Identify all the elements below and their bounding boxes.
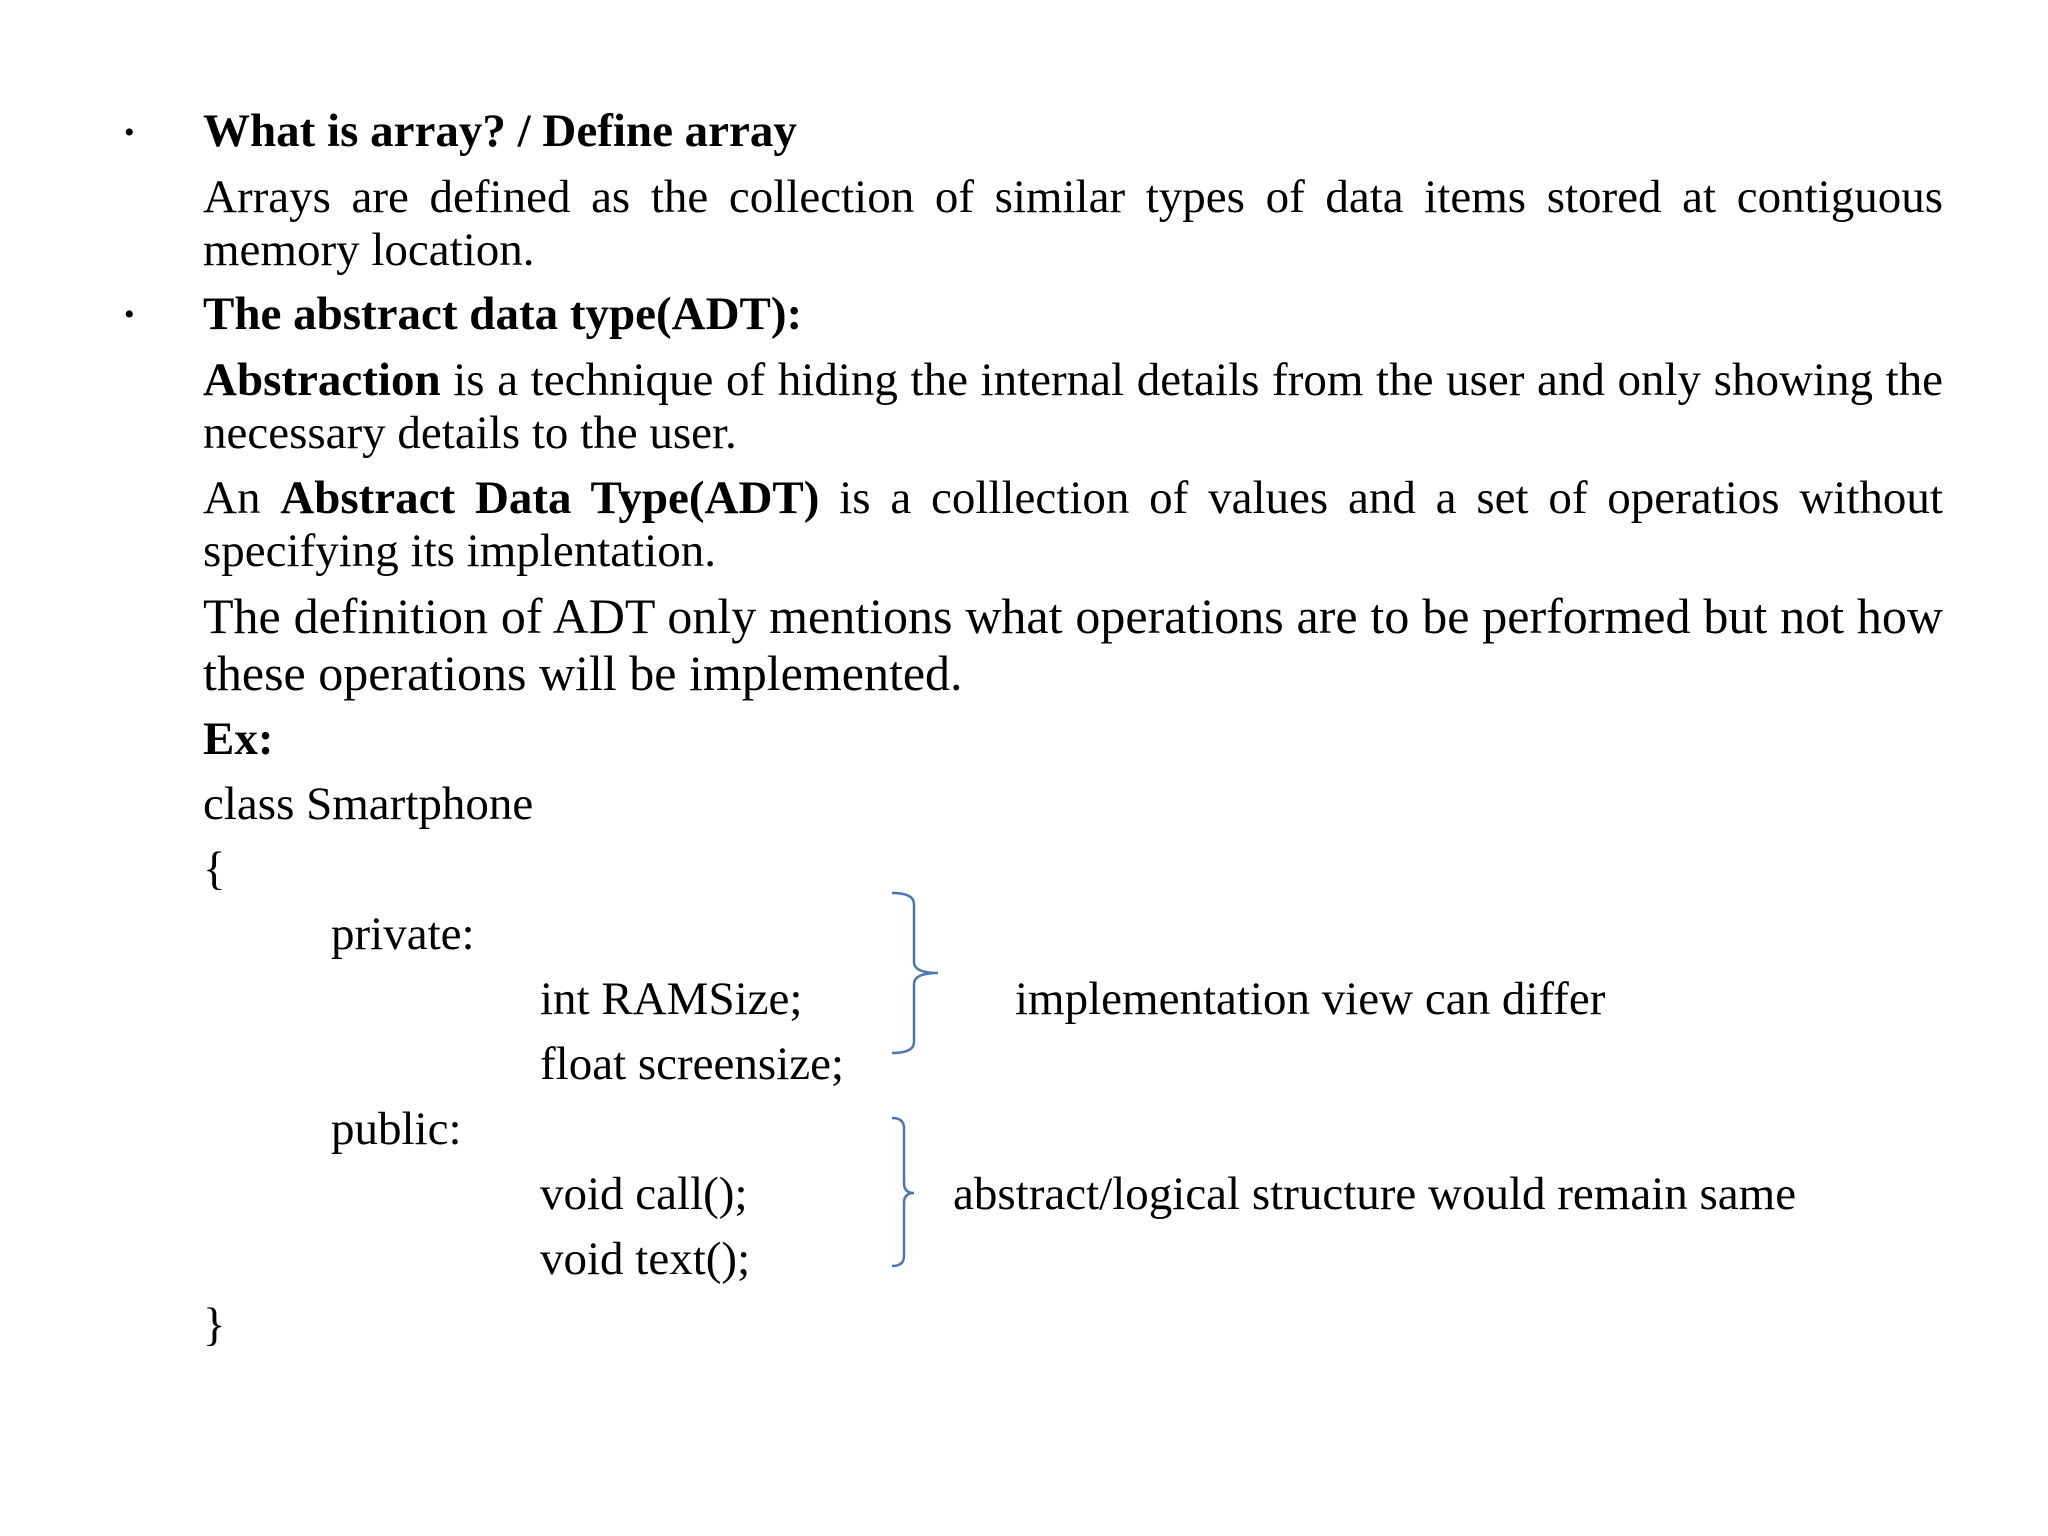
bullet-marker-2: • (124, 298, 135, 331)
paragraph-abstraction (203, 354, 1943, 460)
term-adt: Abstract Data Type(ADT) (280, 472, 820, 524)
annotation-logical-structure: abstract/logical structure would remain same (953, 1168, 1797, 1220)
annotation-implementation-view: implementation view can differ (1015, 973, 1606, 1025)
heading-define-array: What is array? / Define array (203, 105, 797, 157)
code-public-member: void text(); (540, 1233, 751, 1285)
bullet-marker-1: • (124, 116, 135, 149)
abstraction-definition: is a technique of hiding the internal details from the user and only showing the necessary details to the user. (203, 354, 1943, 459)
code-class-declaration: class Smartphone (203, 778, 534, 830)
code-open-brace: { (203, 843, 226, 895)
right-brace-private-icon (892, 893, 938, 1053)
adt-definition-rest: is a colllection of values and a set of operatios without specifying its implentation. (203, 472, 1943, 577)
paragraph-adt-operations: The definition of ADT only mentions what operations are to be performed but not how these operations will be implemented. (203, 588, 1943, 701)
example-label: Ex: (203, 713, 274, 765)
code-close-brace: } (203, 1299, 226, 1351)
code-private-label: private: (331, 908, 475, 960)
code-public-member: void call(); (540, 1168, 748, 1220)
code-public-label: public: (331, 1103, 462, 1155)
term-abstraction: Abstraction (203, 354, 441, 406)
heading-adt: The abstract data type(ADT): (203, 288, 803, 340)
paragraph-array-definition: Arrays are defined as the collection of similar types of data items stored at contiguous memory location. (203, 171, 1943, 276)
adt-prefix: An (203, 472, 281, 524)
right-brace-public-icon (892, 1118, 914, 1266)
code-private-member: int RAMSize; (540, 973, 803, 1025)
paragraph-adt-definition (203, 472, 1943, 578)
code-private-member: float screensize; (540, 1038, 845, 1090)
